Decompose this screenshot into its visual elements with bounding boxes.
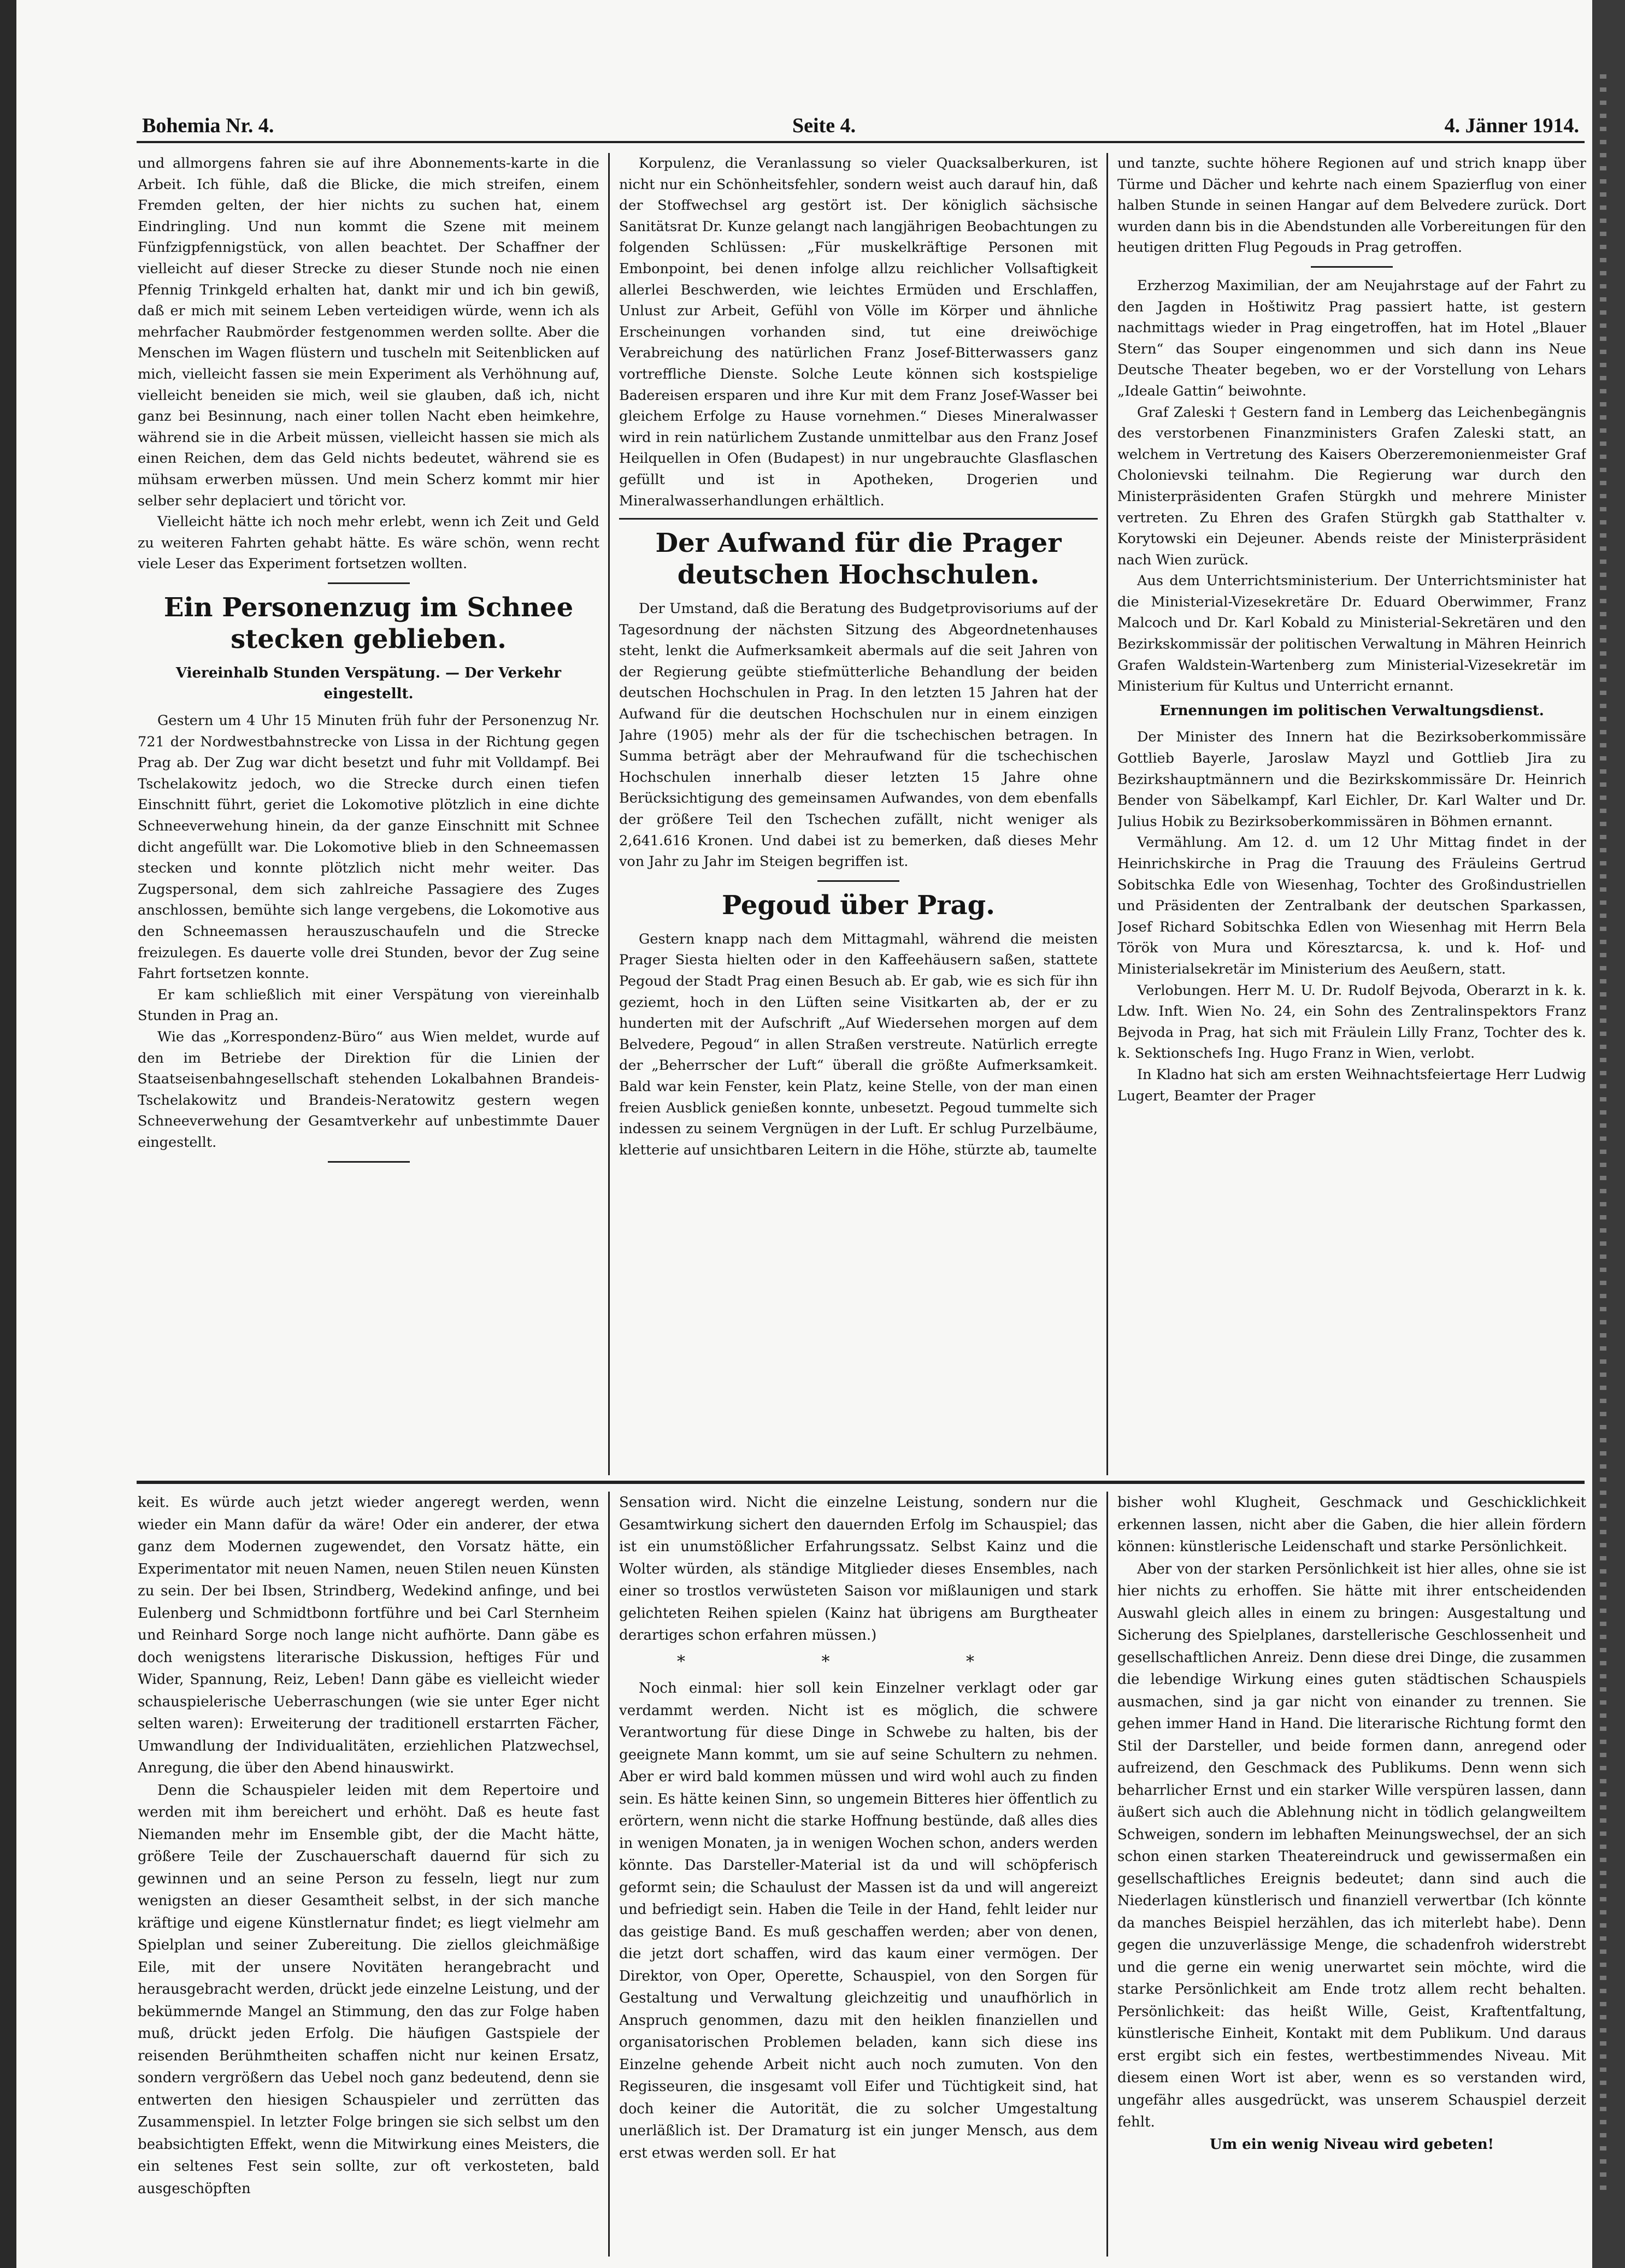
notice-kladno: In Kladno hat sich am ersten Weihnachtsfeiertage Herr Ludwig Lugert, Beamter der Prager [1117, 1066, 1586, 1104]
headline-pegoud: Pegoud über Prag. [722, 889, 995, 921]
page-number: Seite 4. [792, 114, 856, 137]
notice-korpulenz: Korpulenz, die Veranlassung so vieler Quacksalberkuren, ist nicht nur ein Schönheitsfehler, sondern weist auch darauf hin, daß der Stoffwechsel arg gestört ist. Der königlich sächsische Sanitätsrat Dr. Kunze gelangt nach langjährigen Beobachtungen zu folgenden Schlüssen: „Für muskelkräftige Personen mit Embonpoint, bei denen infolge allzu reichlicher Vollsaftigkeit allerlei Beschwerden, wie leichtes Ermüden und Erschlaffen, Unlust zur Arbeit, Gefühl von Völle im Körper und ähnliche Erscheinungen vorhanden sind, tut eine dreiwöchige Verabreichung des natürlichen Franz Josef-Bitterwassers ganz vortreffliche Dienste. Solche Leute können sich kostspielige Badereisen ersparen und ihre Kur mit dem Franz Josef-Wasser bei gleichem Erfolge zu Hause vornehmen.“ Dieses Mineralwasser wird in rein natürlichem Zustande unmittelbar aus den Franz Josef Heilquellen in Ofen (Budapest) in nur ungebrauchte Glasflaschen gefüllt und ist in Apotheken, Drogerien und Mineralwasserhandlungen erhältlich. [619, 155, 1098, 509]
feuilleton-2-p2: Noch einmal: hier soll kein Einzelner verklagt oder gar verdammt werden. Nicht ist es möglich, die schwere Verantwortung für diese Dinge in Schwebe zu halten, bis der geeignete Mann kommt, um sie auf seine Schultern zu nehmen. Aber er wird bald kommen müssen und wird wohl auch zu finden sein. Es hätte keinen Sinn, so ungemein Bitteres hier öffentlich zu erörtern, wenn nicht die starke Hoffnung bestünde, daß alles dies in wenigen Monaten, ja in wenigen Wochen schon, anders werden könnte. Das Darsteller-Material ist da und will schöpferisch geformt sein; die Schaulust der Massen ist da und will angereizt und befriedigt sein. Haben die Teile in der Hand, fehlt leider nur das geistige Band. Es muß geschaffen werden; aber von denen, die jetzt dort schaffen, wird das kaum einer vermögen. Der Direktor, von Oper, Operette, Schauspiel, von den Sorgen für Gestaltung und Verwaltung gleichzeitig und unaufhörlich in Anspruch genommen, dazu mit den heiklen finanziellen und organisatorischen Problemen beladen, kann sich diese ins Einzelne gehende Arbeit nicht auch noch zumuten. Von den Regisseuren, die insgesamt voll Eifer und Tüchtigkeit sind, hat doch keiner die Autorität, die zu solcher Umgestaltung unerläßlich ist. Der Dramaturg ist ein junger Mensch, aus dem erst etwas werden soll. Er hat [619, 1680, 1098, 2161]
header-rule [137, 141, 1585, 143]
feuilleton-1-p2: Denn die Schauspieler leiden mit dem Repertoire und werden mit ihm bereichert und erhöht. Daß es heute fast Niemanden mehr im Ensemble gibt, der die Macht hätte, größere Teile der Zuschauerschaft dauernd für sich zu gewinnen und an seine Person zu fesseln, liegt nur zum wenigsten an dieser Gesamtheit selbst, in der sich manche kräftige und eigene Künstlernatur findet; es liegt vielmehr am Spielplan und seiner Zubereitung. Die ziellos gleichmäßige Eile, mit der unsere Novitäten herangebracht und herausgebracht werden, drückt jede einzelne Leistung, und der bekümmernde Mangel an Stimmung, den das zur Folge haben muß, drückt jeden Erfolg. Die häufigen Gastspiele der reisenden Berühmtheiten schaffen nicht nur keinen Ersatz, sondern vergrößern das Uebel noch ganz bedeutend, denn sie entwerten den hiesigen Schauspieler und zerrütten das Zusammenspiel. In letzter Folge bringen sie sich selbst um den beabsichtigten Effekt, wenn die Mitwirkung eines Meisters, die ein seltenes Fest sein sollte, zur oft verkosteten, bald ausgeschöpften [138, 1782, 599, 2197]
subhead-personenzug: Viereinhalb Stunden Verspätung. — Der Verkehr eingestellt. [175, 664, 562, 703]
article-personenzug-p3: Wie das „Korrespondenz-Büro“ aus Wien meldet, wurde auf den im Betriebe der Direktion für die Linien der Staatseisenbahngesellschaft stehenden Lokalbahnen Brandeis-Tschelakowitz und Brandeis-Neratowitz gestern wegen Schneeverwehung der Gesamtverkehr auf unbestimmte Dauer eingestellt. [138, 1028, 599, 1151]
feuilleton-column-2 [619, 1492, 1098, 2257]
lower-divider-1 [608, 1492, 610, 2257]
notice-unterricht: Aus dem Unterrichtsministerium. Der Unterrichtsminister hat die Ministerial-Vizesekretäre Dr. Eduard Oberwimmer, Franz Malcoch und Dr. Karl Kobald zu Ministerial-Sekretären und den Bezirkskommissär der politischen Verwaltung in Mähren Heinrich Grafen Waldstein-Wartenberg zum Ministerial-Vizesekretär im Ministerium für Kultus und Unterricht ernannt. [1117, 573, 1586, 695]
section-asterisks: * * * [676, 1652, 1040, 1671]
column-divider-1 [608, 153, 610, 1475]
notice-zaleski: Graf Zaleski † Gestern fand in Lemberg das Leichenbegängnis des verstorbenen Finanzministers Grafen Zaleski statt, an welchem in Vertretung des Kaisers Oberzeremonienmeister Graf Cholonievski teilnahm. Die Regierung war durch den Ministerpräsidenten Grafen Stürgkh und mehrere Minister vertreten. Zu Ehren des Grafen Stürgkh gab Statthalter v. Korytowski ein Dejeuner. Abends reiste der Ministerpräsident nach Wien zurück. [1117, 404, 1586, 568]
scan-edge-right [1592, 0, 1625, 2268]
article-personenzug-p1: Gestern um 4 Uhr 15 Minuten früh fuhr der Personenzug Nr. 721 der Nordwestbahnstrecke von Lissa in der Richtung gegen Prag ab. Der Zug war dicht besetzt und fuhr mit Volldampf. Bei Tschelakowitz jedoch, wo die Strecke durch einen tiefen Einschnitt führt, geriet die Lokomotive plötzlich in eine dichte Schneeverwehung hinein, da der ganze Einschnitt mit Schnee dicht angefüllt war. Die Lokomotive blieb in den Schneemassen stecken und konnte plötzlich nicht mehr weiter. Das Zugspersonal, dem sich zahlreiche Passagiere des Zuges anschlossen, bemühte sich lange vergebens, die Lokomotive aus den Schneemassen herauszuschaufeln und die Strecke freizulegen. Es dauerte volle drei Stunden, bevor der Zug seine Fahrt fortsetzen konnte. [138, 712, 599, 982]
section-separator [817, 880, 899, 882]
article-continuation-closing: Vielleicht hätte ich noch mehr erlebt, wenn ich Zeit und Geld zu weiteren Fahrten gehabt hätte. Es wäre schön, wenn recht viele Leser das Experiment fortsetzen wollten. [138, 514, 599, 573]
article-continuation-text: und allmorgens fahren sie auf ihre Abonnements-karte in die Arbeit. Ich fühle, daß die Blicke, die mich streifen, einem Fremden gelten, der hier nichts zu suchen hat, einem Eindringling. Und nun kommt die Szene mit meinem Fünfzigpfennigstück, von allen beachtet. Der Schaffner der vielleicht auf dieser Strecke zu dieser Stunde noch nie einen Pfennig Trinkgeld erhalten hat, dankt mir und ich bin gewiß, daß er mich mit seinem Leben verteidigen würde, wenn ich als mehrfacher Raubmörder festgenommen werden sollte. Aber die Menschen im Wagen flüstern und tuscheln mit Seitenblicken auf mich, vielleicht fassen sie mein Experiment als Verhöhnung auf, vielleicht beneiden sie mich, weil sie glauben, daß ich, nicht ganz bei Besinnung, nach einer tollen Nacht eben heimkehre, während sie in die Arbeit müssen, vielleicht hassen sie mich als einen Reichen, dem das Geld nichts bedeutet, während sie es mühsam erwerben müssen. Und mein Scherz kommt mir hier selber sehr deplaciert und töricht vor. [138, 155, 599, 509]
scan-ruler [1600, 66, 1606, 2196]
notice-vermaehlung: Vermählung. Am 12. d. um 12 Uhr Mittag findet in der Heinrichskirche in Prag die Trauung des Fräuleins Gertrud Sobitschka Edle von Wiesenhag, Tochter des Großindustriellen und Präsidenten der Zentralbank der deutschen Sparkassen, Josef Richard Sobitschka Edlen von Wiesenhag mit Herrn Bela Török von Mura und Köresztarcsa, k. und k. Hof- und Ministerialsekretär im Ministerium des Aeußern, statt. [1117, 834, 1586, 977]
notice-maximilian: Erzherzog Maximilian, der am Neujahrstage auf der Fahrt zu den Jagden in Hoštiwitz Prag passiert hatte, ist gestern nachmittags wieder in Prag eingetroffen, hat im Hotel „Blauer Stern“ das Souper eingenommen und sich dann ins Neue Deutsche Theater begeben, wo er der Vorstellung von Lehars „Ideale Gattin“ beiwohnte. [1117, 277, 1586, 399]
issue-date: 4. Jänner 1914. [1444, 114, 1579, 137]
section-rule [619, 518, 1098, 520]
section-separator [328, 582, 410, 584]
feuilleton-1-p1: keit. Es würde auch jetzt wieder angeregt werden, wenn wieder ein Mann dafür da wäre! Oder ein anderer, der etwa ganz dem Modernen zugewendet, den Vorsatz hätte, ein Experimentator mit neuen Namen, neuen Stilen neuen Künsten zu sein. Der bei Ibsen, Strindberg, Wedekind anfinge, und bei Eulenberg und Schmidtbonn fortführe und bei Carl Sternheim und Reinhard Sorge noch lange nicht aufhörte. Dann gäbe es doch wenigstens literarische Diskussion, heftiges Für und Wider, Spannung, Reiz, Leben! Dann gäbe es vielleicht wieder schauspielerische Ueberraschungen (wie sie unter Eger nicht selten waren): Erweiterung der traditionell erstarrten Fächer, Umwandlung der Individualitäten, erziehlichen Platzwechsel, Anregung, die über den Abend hinauswirkt. [138, 1494, 599, 1776]
feuilleton-rule [137, 1481, 1585, 1484]
column-1 [138, 153, 599, 1475]
scan-edge-left [0, 0, 16, 2268]
headline-aufwand: Der Aufwand für die Prager deutschen Hochschulen. [655, 528, 1062, 591]
feuilleton-column-3 [1117, 1492, 1586, 2257]
masthead-issue: Bohemia Nr. 4. [142, 114, 274, 137]
section-separator [1311, 266, 1393, 268]
column-2 [619, 153, 1098, 1475]
notice-verlobungen: Verlobungen. Herr M. U. Dr. Rudolf Bejvoda, Oberarzt in k. k. Ldw. Inft. Wien No. 24, ein Sohn des Zentralinspektors Franz Bejvoda in Prag, hat sich mit Fräulein Lilly Franz, Tochter des k. k. Sektionschefs Ing. Hugo Franz in Wien, verlobt. [1117, 982, 1586, 1062]
column-3 [1117, 153, 1586, 1475]
section-separator [328, 1161, 410, 1163]
article-pegoud-continued: und tanzte, suchte höhere Regionen auf und strich knapp über Türme und Dächer und kehrte nach einem Spazierflug von einer halben Stunde in seinen Hangar auf dem Belvedere zurück. Dort wurden dann bis in die Abendstunden alle Vorbereitungen für den heutigen dritten Flug Pegouds in Prag getroffen. [1117, 155, 1586, 256]
notice-ernennungen: Der Minister des Innern hat die Bezirksoberkommissäre Gottlieb Bayerle, Jaroslaw Mayzl und Gottlieb Jira zu Bezirkshauptmännern und die Bezirkskommissäre Dr. Heinrich Bender von Säbelkampf, Karl Eichler, Dr. Karl Walter und Dr. Julius Hobik zu Bezirksoberkommissären in Böhmen ernannt. [1117, 729, 1586, 830]
column-divider-2 [1106, 153, 1108, 1475]
newspaper-page [126, 98, 1590, 2257]
feuilleton-column-1 [138, 1492, 599, 2257]
page-header [137, 98, 1585, 142]
feuilleton-2-p1: Sensation wird. Nicht die einzelne Leistung, sondern nur die Gesamtwirkung sichert den dauernden Erfolg im Schauspiel; das ist ein unumstößlicher Erfahrungssatz. Selbst Kainz und die Wolter würden, als ständige Mitglieder dieses Ensembles, nach einer so trostlos verwüsteten Saison vor mißlaunigen und stark gelichteten Reihen spielen (Kainz hat übrigens am Burgtheater derartiges schon erfahren müssen.) [619, 1494, 1098, 1643]
article-pegoud: Gestern knapp nach dem Mittagmahl, während die meisten Prager Siesta hielten oder in den Kaffeehäusern saßen, stattete Pegoud der Stadt Prag einen Besuch ab. Er gab, wie es sich für ihn geziemt, hoch in den Lüften seine Visitkarten ab, der er zu hunderten mit der Aufschrift „Auf Wiedersehen morgen auf dem Belvedere, Pegoud“ in allen Straßen verstreute. Natürlich erregte der „Beherrscher der Luft“ überall die größte Aufmerksamkeit. Bald war kein Fenster, kein Platz, keine Stelle, von der man einen freien Ausblick genießen konnte, unbesetzt. Pegoud tummelte sich indessen zu seinem Vergnügen in der Luft. Er schlug Purzelbäume, kletterie auf unsichtbaren Leitern in die Höhe, stürzte ab, taumelte [619, 930, 1098, 1158]
headline-personenzug: Ein Personenzug im Schnee stecken geblieben. [163, 592, 574, 655]
heading-ernennungen: Ernennungen im politischen Verwaltungsdienst. [1159, 702, 1544, 719]
article-personenzug-p2: Er kam schließlich mit einer Verspätung von viereinhalb Stunden in Prag an. [138, 986, 599, 1024]
article-aufwand: Der Umstand, daß die Beratung des Budgetprovisoriums auf der Tagesordnung der nächsten Sitzung des Abgeordnetenhauses steht, lenkt die Aufmerksamkeit abermals auf die seit Jahren von der Regierung geübte stiefmütterliche Behandlung der beiden deutschen Hochschulen in Prag. In den letzten 15 Jahren hat der Aufwand für die deutschen Hochschulen nur in einem einzigen Jahre (1905) mehr als der für die tschechischen betragen. In Summa beträgt aber der Mehraufwand für die tschechischen Hochschulen innerhalb dieser letzten 15 Jahre ohne Berücksichtigung des gemeinsamen Aufwandes, von dem ebenfalls der größere Teil den Tschechen zufällt, nicht weniger als 2,641.616 Kronen. Und dabei ist zu bemerken, daß dieses Mehr von Jahr zu Jahr im Steigen begriffen ist. [619, 600, 1098, 870]
feuilleton-3-p1: bisher wohl Klugheit, Geschmack und Geschicklichkeit erkennen lassen, nicht aber die Gaben, die hier allein fördern können: künstlerische Leidenschaft und starke Persönlichkeit. [1117, 1494, 1586, 1555]
lower-divider-2 [1106, 1492, 1108, 2257]
feuilleton-closing-line: Um ein wenig Niveau wird gebeten! [1209, 2136, 1494, 2153]
feuilleton-3-p2: Aber von der starken Persönlichkeit ist hier alles, ohne sie ist hier nichts zu erhoffen. Sie hätte mit ihrer entscheidenden Auswahl gleich alles in einem zu bringen: Ausgestaltung und Sicherung des Spielplanes, darstellerische Geschlossenheit und gesellschaftlichen Anreiz. Denn diese drei Dinge, die zusammen die lebendige Wirkung eines guten städtischen Schauspiels ausmachen, sind ja gar nicht von einander zu trennen. Sie gehen immer Hand in Hand. Die literarische Richtung formt den Stil der Darsteller, und beide formen dann, anregend oder aufreizend, den Geschmack des Publikums. Denn wenn sich beharrlicher Ernst und ein starker Wille verspüren lassen, dann äußert sich auch die Ablehnung nicht in tödlich gelangweiltem Schweigen, sondern im lebhaften Meinungswechsel, der an sich schon einen starken Theatereindruck und gewissermaßen ein gesellschaftliches Ereignis bedeutet; dann sind auch die Niederlagen künstlerisch und finanziell verwertbar (Ich könnte da manches Beispiel herzählen, das ich miterlebt habe). Denn gegen die unzuverlässige Menge, die schadenfroh widerstrebt und die gerne ein wenig unerwartet sein möchte, wird die starke Persönlichkeit am Ende trotz allem recht behalten. Persönlichkeit: das heißt Wille, Geist, Kraftentfaltung, künstlerische Einheit, Kontakt mit dem Publikum. Und daraus erst ergibt sich ein festes, wertbestimmendes Niveau. Mit diesem einen Wort ist aber, wenn es so verstanden wird, ungefähr alles ausgedrückt, was unserem Schauspiel derzeit fehlt. [1117, 1560, 1586, 2130]
